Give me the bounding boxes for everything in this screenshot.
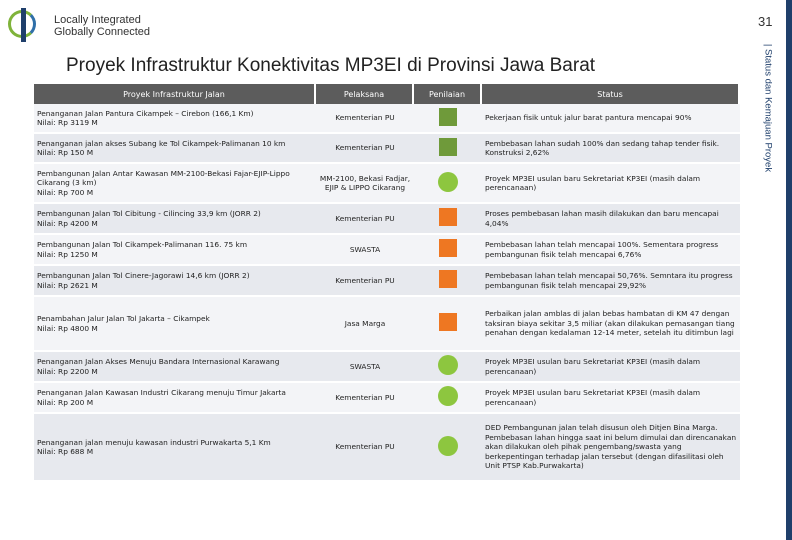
project-cell [34, 134, 316, 164]
column-header-rating: Penilaian [414, 84, 482, 104]
column-header-project: Proyek Infrastruktur Jalan [34, 84, 316, 104]
rating-circle-icon [438, 386, 458, 406]
table-row [34, 414, 740, 482]
project-cell [34, 104, 316, 134]
side-strip [786, 0, 792, 540]
rating-green-square-icon [439, 138, 457, 156]
project-value: Nilai: Rp 688 M [37, 447, 94, 456]
project-name: Penambahan Jalur Jalan Tol Jakarta – Cikampek [37, 314, 210, 323]
status-cell: Proyek MP3EI usulan baru Sekretariat KP3EI (masih dalam perencanaan) [482, 383, 740, 414]
rating-cell [414, 134, 482, 164]
executor-cell: Kementerian PU [316, 104, 414, 134]
column-header-executor: Pelaksana [316, 84, 414, 104]
rating-orange-square-icon [439, 239, 457, 257]
table-row [34, 383, 740, 414]
project-cell [34, 266, 316, 297]
project-cell [34, 164, 316, 204]
project-name: Pembangunan Jalan Tol Cinere-Jagorawi 14,6 km (JORR 2) [37, 271, 250, 280]
status-cell: Proyek MP3EI usulan baru Sekretariat KP3EI (masih dalam perencanaan) [482, 164, 740, 204]
rating-cell [414, 352, 482, 383]
rating-orange-square-icon [439, 208, 457, 226]
rating-cell [414, 164, 482, 204]
table-row [34, 352, 740, 383]
project-value: Nilai: Rp 150 M [37, 148, 94, 157]
executor-cell: Kementerian PU [316, 266, 414, 297]
status-cell: Pembebasan lahan telah mencapai 100%. Sementara progress pembangunan fisik telah mencapai 6,76% [482, 235, 740, 266]
page-title: Proyek Infrastruktur Konektivitas MP3EI di Provinsi Jawa Barat [66, 55, 596, 76]
page-number: 31 [758, 14, 773, 29]
executor-cell: Kementerian PU [316, 383, 414, 414]
project-cell [34, 235, 316, 266]
status-cell: Perbaikan jalan amblas di jalan bebas hambatan di KM 47 dengan taksiran biaya sekitar 3,5 miliar (akan dilakukan pemasangan tiang penahan dengan kedalaman 12-14 meter, setelah itu ditimbun lagi [482, 297, 740, 352]
executor-cell: SWASTA [316, 352, 414, 383]
project-value: Nilai: Rp 3119 M [37, 118, 98, 127]
project-value: Nilai: Rp 4200 M [37, 218, 98, 228]
project-name: Pembangunan Jalan Antar Kawasan MM-2100-Bekasi Fajar-EJIP-Lippo Cikarang (3 km) [37, 168, 290, 188]
table-row [34, 297, 740, 352]
project-value: Nilai: Rp 2621 M [37, 280, 98, 290]
project-cell [34, 204, 316, 235]
logo-line-2: Globally Connected [54, 26, 151, 38]
project-name: Penanganan Jalan Kawasan Industri Cikarang menuju Timur Jakarta [37, 388, 286, 397]
rating-circle-icon [438, 355, 458, 375]
status-cell: Proses pembebasan lahan masih dilakukan dan baru mencapai 4,04% [482, 204, 740, 235]
project-value: Nilai: Rp 2200 M [37, 366, 98, 376]
project-name: Penanganan jalan akses Subang ke Tol Cikampek-Palimanan 10 km [37, 138, 286, 148]
executor-cell: Kementerian PU [316, 134, 414, 164]
logo [8, 8, 208, 46]
project-value: Nilai: Rp 700 M [37, 187, 94, 197]
table-body [34, 104, 740, 482]
rating-circle-icon [438, 172, 458, 192]
rating-cell [414, 266, 482, 297]
project-name: Pembangunan Jalan Tol Cikampek-Palimanan 116. 75 km [37, 240, 248, 249]
executor-cell: Kementerian PU [316, 414, 414, 482]
rating-cell [414, 204, 482, 235]
status-cell: Pembebasan lahan sudah 100% dan sedang tahap tender fisik. Konstruksi 2,62% [482, 134, 740, 164]
rating-orange-square-icon [439, 270, 457, 288]
project-value: Nilai: Rp 4800 M [37, 323, 98, 333]
project-name: Penanganan jalan menuju kawasan industri Purwakarta 5,1 Km [37, 437, 271, 447]
status-cell: Pembebasan lahan telah mencapai 50,76%. Semntara itu progress pembangunan fisik telah mencapai 29,92% [482, 266, 740, 297]
project-cell [34, 383, 316, 414]
status-cell: Proyek MP3EI usulan baru Sekretariat KP3EI (masih dalam perencanaan) [482, 352, 740, 383]
table-row [34, 266, 740, 297]
executor-cell: MM-2100, Bekasi Fadjar, EJIP & LIPPO Cikarang [316, 164, 414, 204]
column-header-status: Status [482, 84, 740, 104]
table-row [34, 235, 740, 266]
project-name: Penanganan Jalan Akses Menuju Bandara Internasional Karawang [37, 357, 280, 366]
executor-cell: Jasa Marga [316, 297, 414, 352]
logo-bar-icon [21, 8, 26, 42]
rating-cell [414, 297, 482, 352]
project-cell [34, 414, 316, 482]
table-row [34, 204, 740, 235]
project-cell [34, 297, 316, 352]
status-cell: Pekerjaan fisik untuk jalur barat pantura mencapai 90% [482, 104, 740, 134]
project-value: Nilai: Rp 200 M [37, 397, 94, 407]
rating-circle-icon [438, 436, 458, 456]
project-cell [34, 352, 316, 383]
table-header-row [34, 84, 740, 104]
executor-cell: Kementerian PU [316, 204, 414, 235]
status-cell: DED Pembangunan jalan telah disusun oleh Ditjen Bina Marga. Pembebasan lahan hingga saat ini belum dimulai dan direncanakan akan dilakukan oleh pihak pengembang/swasta yang berkepentingan terhadap jalan tersebut (dengan difasilitasi oleh Unit PTSP Kab.Purwakarta) [482, 414, 740, 482]
executor-cell: SWASTA [316, 235, 414, 266]
project-value: Nilai: Rp 1250 M [37, 249, 98, 259]
rating-cell [414, 383, 482, 414]
rating-orange-square-icon [439, 313, 457, 331]
rating-green-square-icon [439, 108, 457, 126]
rating-cell [414, 414, 482, 482]
project-table [34, 84, 740, 482]
project-name: Pembangunan Jalan Tol Cibitung - Cilincing 33,9 km (JORR 2) [37, 209, 261, 218]
rating-cell [414, 235, 482, 266]
side-section-label: | Status dan Kemajuan Proyek [762, 43, 774, 173]
table-row [34, 134, 740, 164]
project-name: Penanganan Jalan Pantura Cikampek – Cirebon (166,1 Km) [37, 108, 254, 118]
logo-line-1: Locally Integrated [54, 14, 141, 26]
table-row [34, 104, 740, 134]
logo-text [54, 14, 150, 38]
rating-cell [414, 104, 482, 134]
table-row [34, 164, 740, 204]
